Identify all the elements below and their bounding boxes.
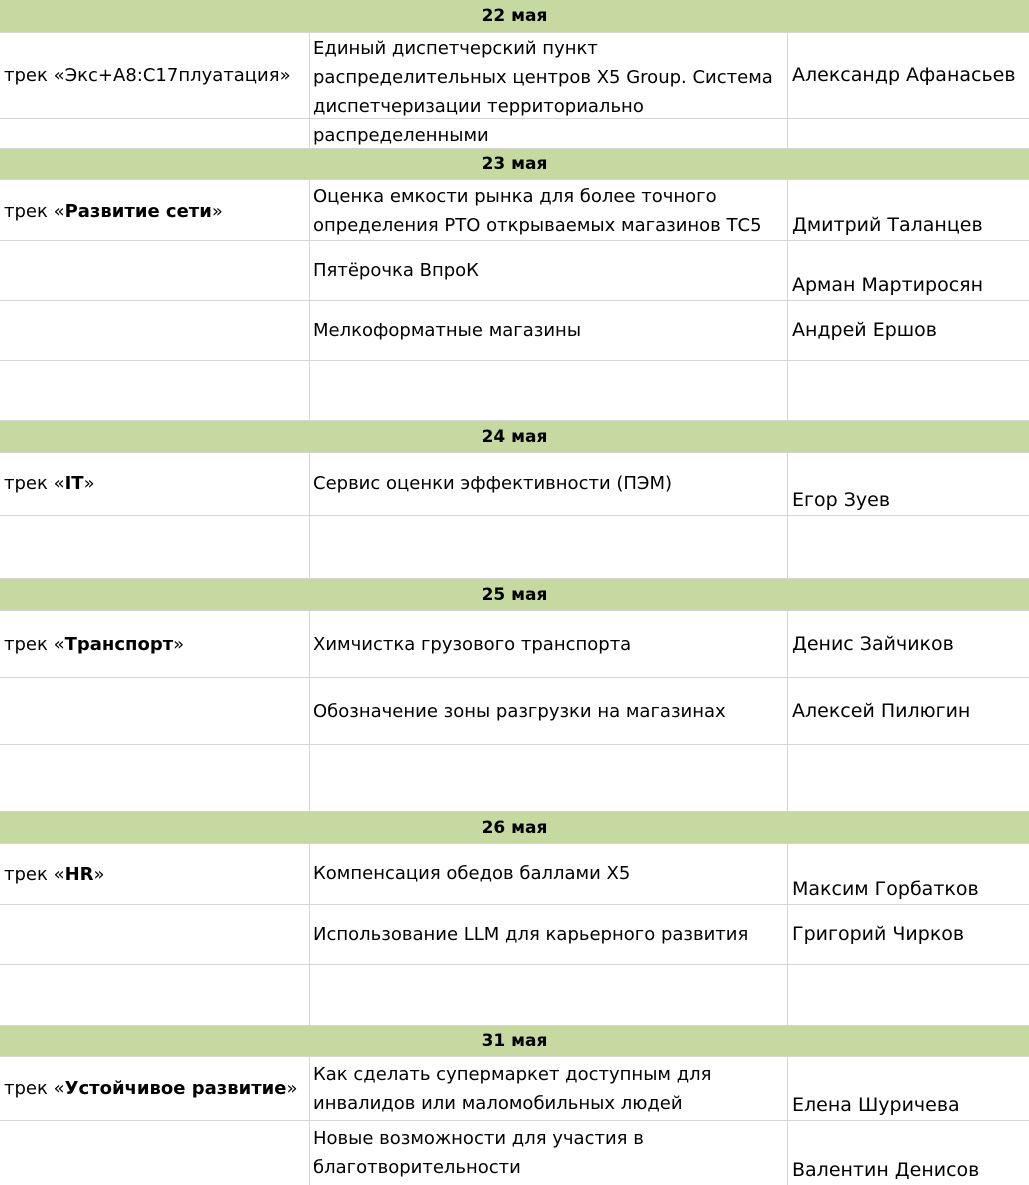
- track-cell: [0, 1057, 310, 1120]
- talk-title: Пятёрочка ВпроК: [310, 241, 788, 300]
- speaker-name: Валентин Денисов: [792, 1159, 980, 1181]
- track-label: трек «Развитие сети»: [4, 201, 223, 222]
- day-header-31: [0, 1026, 1029, 1057]
- day-header-23: [0, 149, 1029, 180]
- day-date: 26 мая: [481, 818, 548, 838]
- table-row: [0, 241, 1029, 301]
- blank-row: [0, 361, 1029, 421]
- table-row: [0, 180, 1029, 241]
- day-date: 31 мая: [481, 1031, 548, 1051]
- day-header-22: [0, 0, 1029, 33]
- speaker-name: Алексей Пилюгин: [792, 699, 971, 722]
- speaker-name: Александр Афанасьев: [792, 64, 1016, 86]
- day-header-24: [0, 421, 1029, 453]
- track-cell: [0, 180, 310, 240]
- table-row: [0, 611, 1029, 678]
- speaker-name: Дмитрий Таланцев: [792, 214, 983, 236]
- day-date: 25 мая: [481, 585, 548, 605]
- speaker-name: Андрей Ершов: [792, 319, 937, 341]
- day-header-25: [0, 579, 1029, 611]
- speaker-name: Григорий Чирков: [792, 923, 965, 945]
- talk-title: Оценка емкости рынка для более точного определения РТО открываемых магазинов ТС5: [310, 180, 788, 240]
- speaker-name: Максим Горбатков: [792, 878, 979, 900]
- speaker-name: Арман Мартиросян: [792, 274, 983, 296]
- blank-row: [0, 745, 1029, 812]
- speaker-name: Денис Зайчиков: [792, 632, 954, 655]
- track-label: трек «HR»: [4, 864, 105, 885]
- blank-row: [0, 516, 1029, 579]
- table-row: [0, 905, 1029, 965]
- table-row: [0, 33, 1029, 146]
- track-cell: [0, 33, 310, 118]
- track-label: трек «Устойчивое развитие»: [4, 1078, 298, 1099]
- talk-title: Химчистка грузового транспорта: [310, 611, 788, 677]
- track-cell: [0, 453, 310, 515]
- talk-title: Использование LLM для карьерного развития: [310, 905, 788, 964]
- track-cell: [0, 844, 310, 904]
- day-date: 23 мая: [481, 154, 548, 174]
- talk-title: Компенсация обедов баллами X5: [310, 844, 788, 904]
- day-date: 22 мая: [481, 6, 548, 26]
- table-row: [0, 678, 1029, 745]
- track-label: трек «Транспорт»: [4, 633, 185, 655]
- speaker-name: Елена Шуричева: [792, 1094, 960, 1116]
- day-date: 24 мая: [481, 427, 548, 447]
- track-label: трек «Экс+A8:C17плуатация»: [4, 65, 291, 86]
- talk-title: Мелкоформатные магазины: [310, 301, 788, 360]
- talk-title: Обозначение зоны разгрузки на магазинах: [310, 678, 788, 744]
- talk-title: Новые возможности для участия в благотворительности: [310, 1121, 788, 1185]
- speaker-name: Егор Зуев: [792, 489, 891, 511]
- track-cell: [0, 611, 310, 677]
- talk-title: Сервис оценки эффективности (ПЭМ): [310, 453, 788, 515]
- table-row: [0, 1057, 1029, 1121]
- table-row: [0, 453, 1029, 516]
- day-header-26: [0, 812, 1029, 844]
- talk-title: Как сделать супермаркет доступным для инвалидов или маломобильных людей: [310, 1057, 788, 1120]
- blank-row: [0, 119, 1029, 149]
- talk-title: Единый диспетчерский пункт распределительных центров X5 Group. Система диспетчеризации территориально распределенными: [310, 33, 788, 118]
- track-label: трек «IT»: [4, 473, 95, 494]
- table-row: [0, 1121, 1029, 1185]
- blank-row: [0, 965, 1029, 1026]
- table-row: [0, 844, 1029, 905]
- table-row: [0, 301, 1029, 361]
